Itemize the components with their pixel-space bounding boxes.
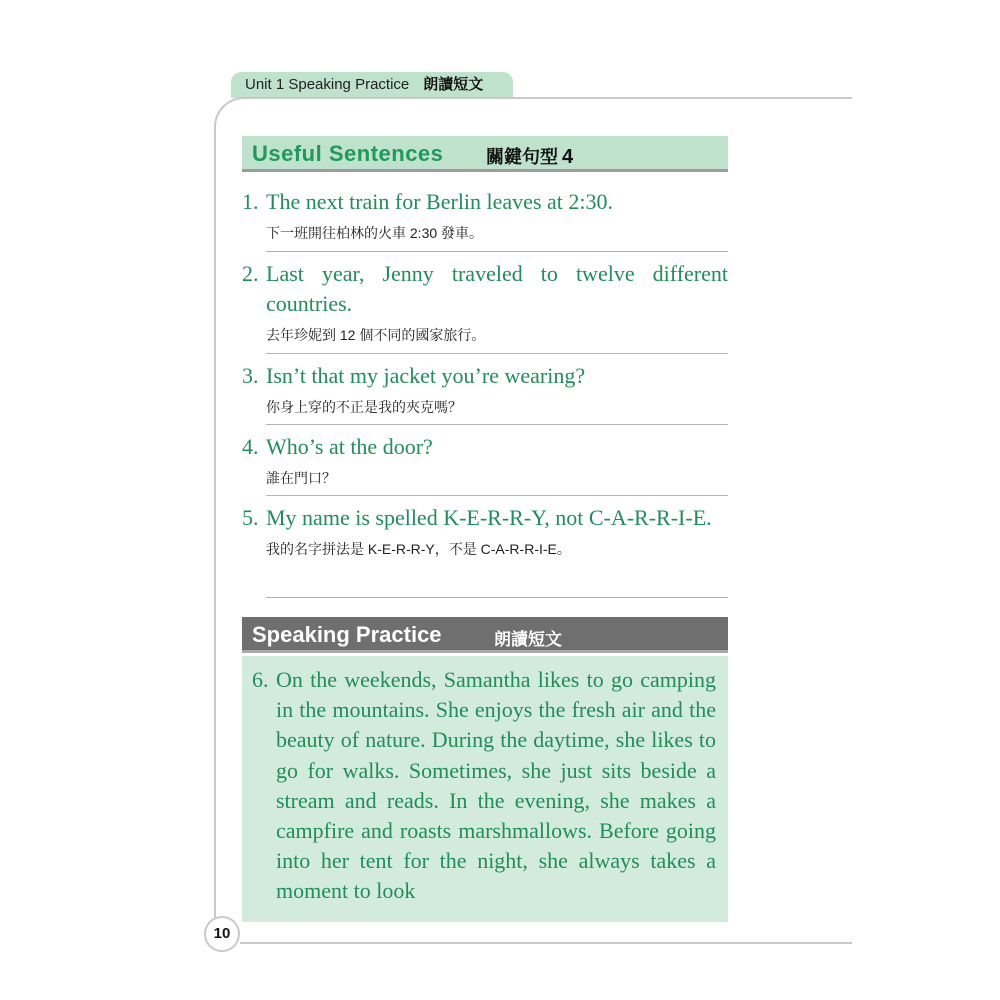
sentence-number: 4. [242,434,259,459]
passage-text: On the weekends, Samantha likes to go camping in the mountains. She enjoys the fresh air and the beauty of nature. During the daytime, she likes to go for walks. Sometimes, she just sits beside a stream and reads. In the evening, she makes a campfire and roasts marshmallows. Before going into her tent for the night, she always takes a moment to look [276,667,716,904]
sentence-english: The next train for Berlin leaves at 2:30. [266,189,613,214]
sentence-item [242,432,728,488]
sentence-english: Last year, Jenny traveled to twelve different countries. [266,261,728,316]
sentence-chinese: 誰在門口？ [266,470,336,486]
speaking-practice-title-zh: 朗讀短文 [494,630,562,649]
sentence-divider [266,424,728,425]
sentence-number: 2. [242,261,259,286]
sentence-english: Isn’t that my jacket you’re wearing? [266,363,586,388]
page-number: 10 [204,916,240,952]
sentence-divider [266,251,728,252]
sentence-divider [266,353,728,354]
sentence-english: My name is spelled K-E-R-R-Y, not C-A-R-R-I-E. [266,505,712,530]
sentence-chinese: 去年珍妮到 12 個不同的國家旅行。 [266,327,486,343]
passage-number: 6. [252,667,269,692]
sentence-chinese: 我的名字拼法是 K-E-R-R-Y，不是 C-A-R-R-I-E。 [266,541,571,557]
speaking-practice-passage [242,656,728,922]
page-frame-bottom [240,942,852,944]
useful-sentences-title: Useful Sentences [252,141,444,166]
sentence-number: 5. [242,505,259,530]
sentence-item [242,259,728,345]
sentence-chinese: 下一班開往柏林的火車 2:30 發車。 [266,225,484,241]
sentence-item [242,361,728,417]
sentence-divider [266,597,728,598]
sentence-chinese: 你身上穿的不正是我的夾克嗎？ [266,399,462,415]
useful-number: 4 [562,146,574,168]
unit-title: Unit 1 Speaking Practice [245,76,410,93]
page-frame-top [214,97,852,127]
unit-title-zh: 朗讀短文 [423,76,484,93]
useful-sentences-title-zh [486,143,573,169]
page-frame-left [214,126,216,920]
speaking-practice-header [242,617,728,653]
speaking-practice-title: Speaking Practice [252,622,442,647]
sentence-item [242,503,728,559]
sentence-number: 1. [242,189,259,214]
sentence-english: Who’s at the door? [266,434,433,459]
sentence-item [242,187,728,243]
sentence-number: 3. [242,363,259,388]
useful-sentences-header [242,136,728,172]
sentence-divider [266,495,728,496]
useful-zh-label: 關鍵句型 [486,147,558,167]
unit-tab [231,72,513,98]
